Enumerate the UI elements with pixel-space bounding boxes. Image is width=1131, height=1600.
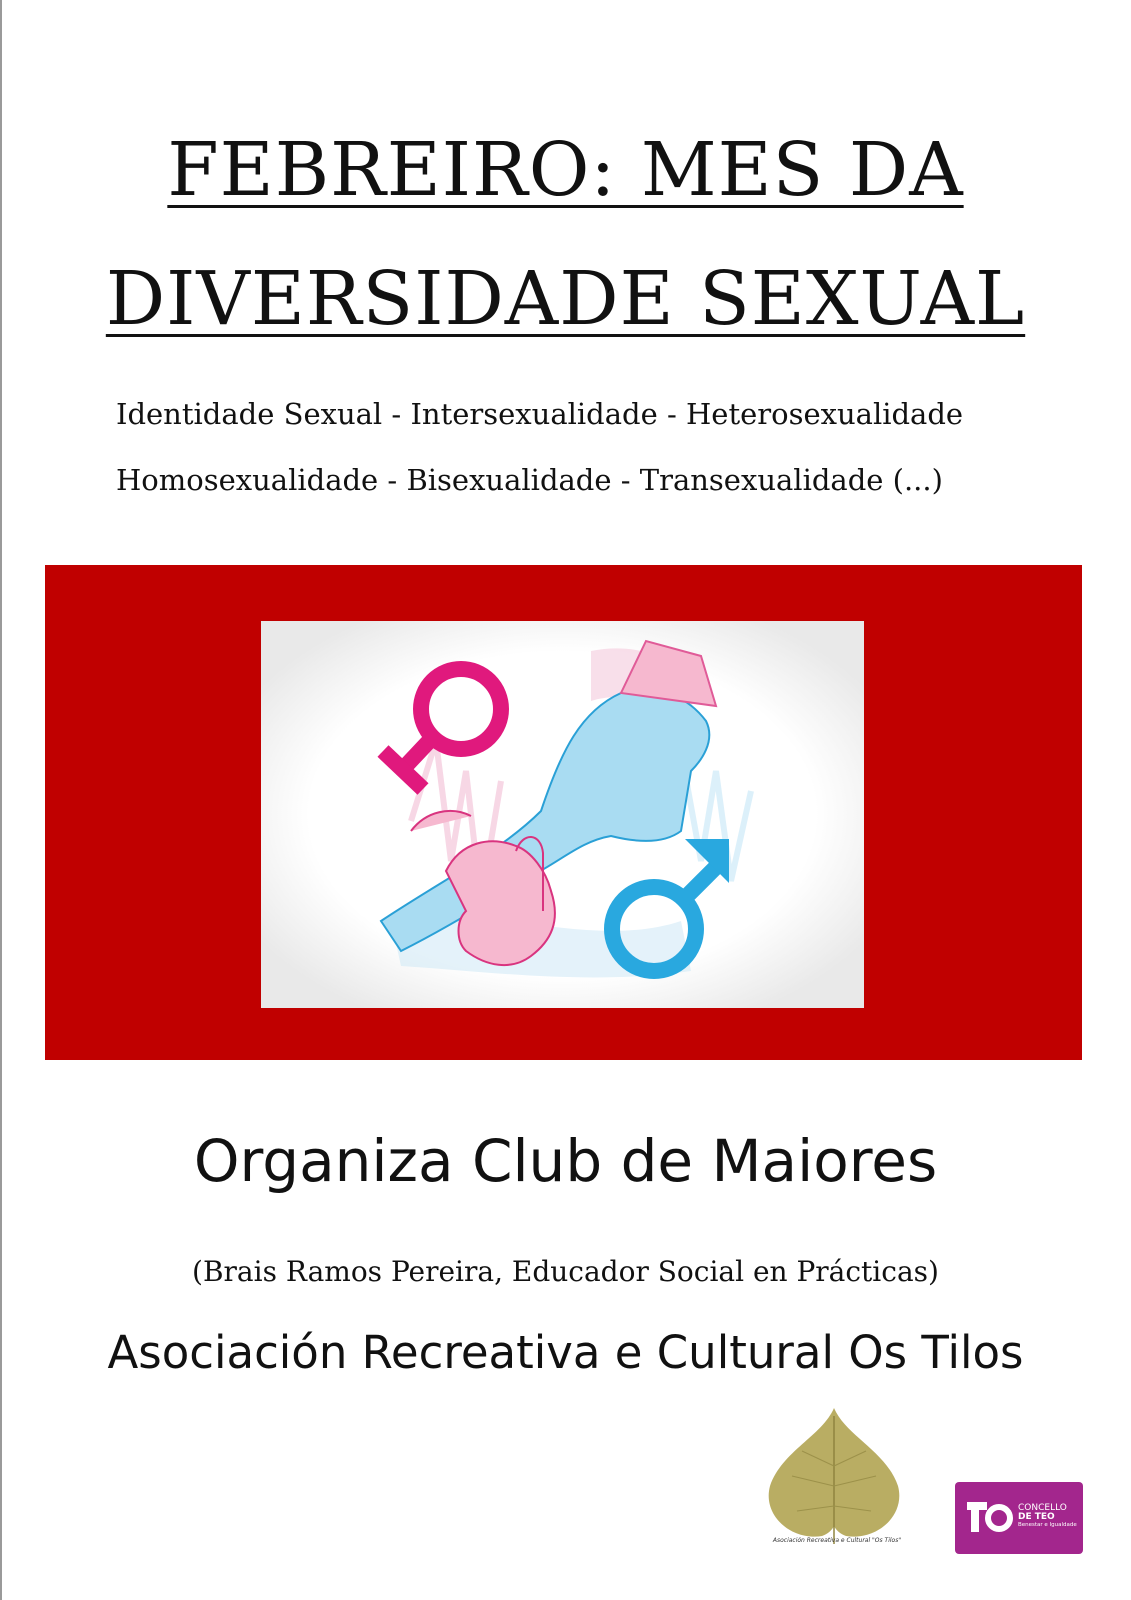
topics-line-2: Homosexualidade - Bisexualidade - Transexualidade (...) — [116, 463, 943, 497]
poster-title-line-1: FEBREIRO: MES DA — [167, 127, 964, 213]
illustration-banner — [45, 565, 1082, 1060]
topics-line-1: Identidade Sexual - Intersexualidade - Heterosexualidade — [116, 397, 964, 431]
organizer-line: Organiza Club de Maiores — [193, 1127, 938, 1195]
teo-mark-icon — [965, 1496, 1013, 1538]
concello-line-3: Benestar e Igualdade — [1018, 1521, 1077, 1528]
concello-de-teo-logo — [955, 1482, 1083, 1554]
concello-line-1: CONCELLO — [1018, 1503, 1067, 1513]
leaf-logo-caption: Asociación Recreativa e Cultural "Os Tilos" — [772, 1537, 902, 1544]
poster-title-line-2: DIVERSIDADE SEXUAL — [105, 256, 1026, 342]
diversity-illustration — [261, 621, 864, 1008]
illustration-panel — [261, 621, 864, 1008]
concello-line-2: DE TEO — [1018, 1512, 1055, 1523]
linden-leaf-logo-icon — [762, 1406, 906, 1546]
credit-line: (Brais Ramos Pereira, Educador Social en Prácticas) — [192, 1255, 939, 1288]
concello-text — [1018, 1504, 1077, 1529]
association-line: Asociación Recreativa e Cultural Os Tilos — [107, 1326, 1024, 1379]
